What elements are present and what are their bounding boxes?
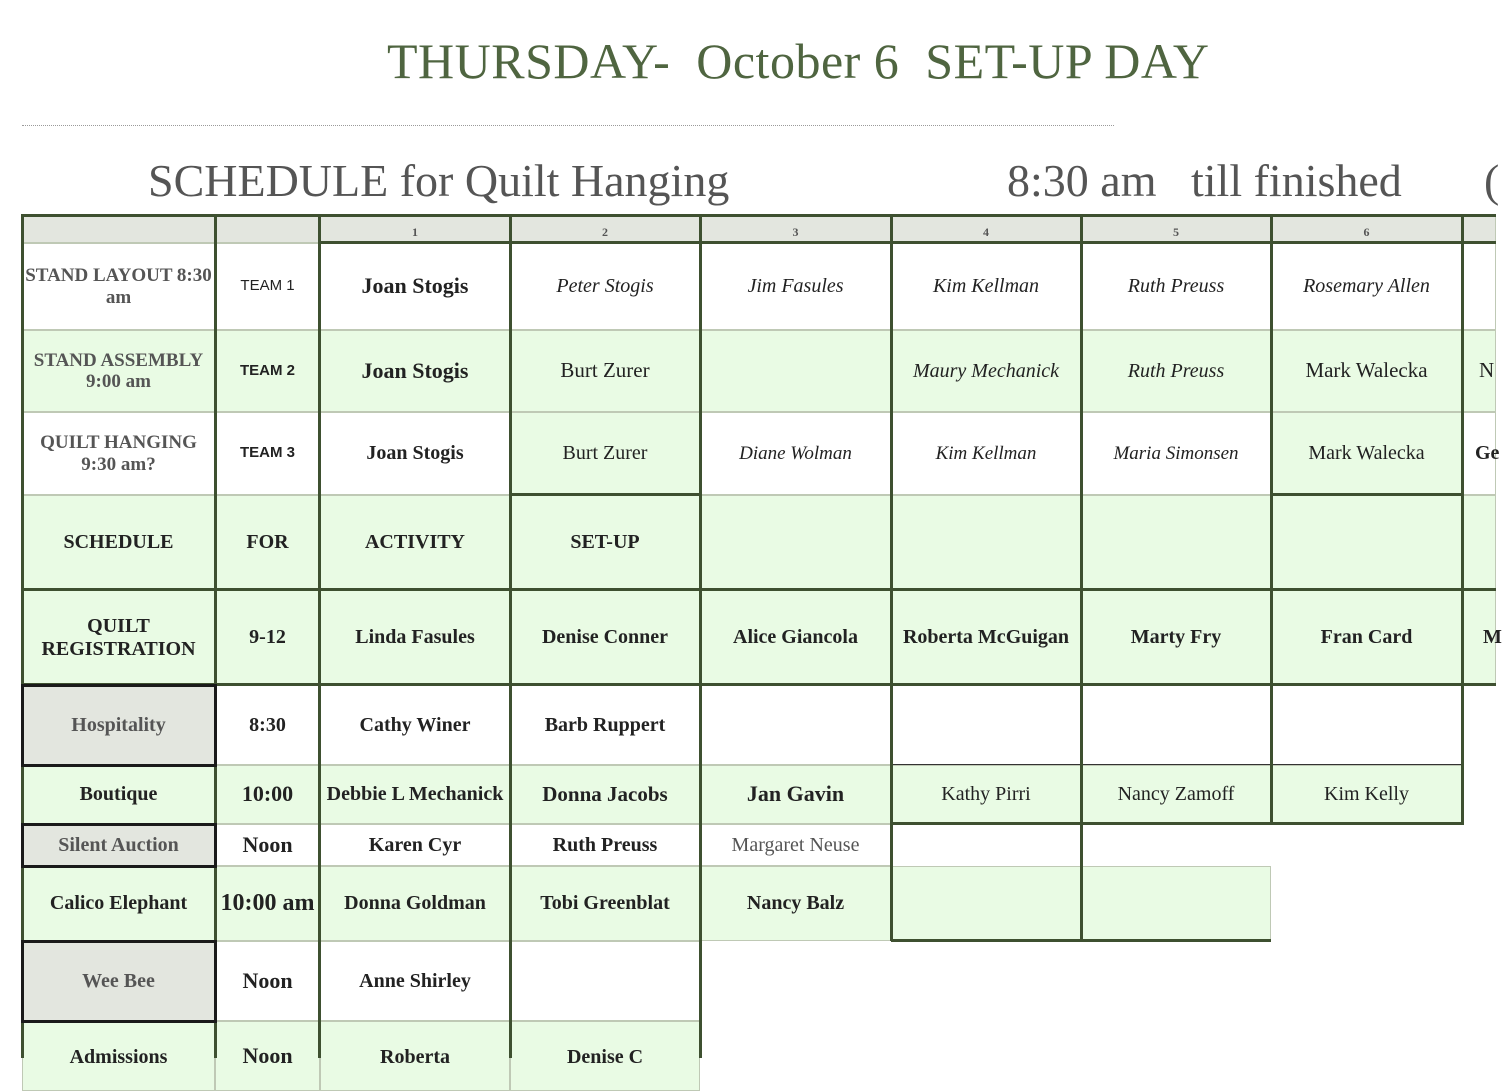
column-header: 3	[700, 216, 891, 243]
empty-cell	[891, 685, 1081, 765]
volunteer-cell: Diane Wolman	[700, 412, 891, 495]
time-cell: 10:00 am	[215, 866, 320, 941]
schedule-time-range: 8:30 am till finished	[1007, 155, 1402, 206]
row-label: Silent Auction	[22, 824, 215, 866]
grid-line	[318, 214, 321, 1058]
time-cell: 9-12	[215, 590, 320, 685]
schedule-subtitle: SCHEDULE for Quilt Hanging	[148, 155, 730, 206]
empty-cell	[891, 866, 1081, 941]
empty-cell	[1271, 685, 1462, 765]
grid-line	[21, 683, 1496, 686]
row-label: STAND ASSEMBLY 9:00 am	[22, 330, 215, 412]
column-header: 4	[891, 216, 1081, 243]
grid-line	[21, 588, 1496, 591]
volunteer-cell: Mark Walecka	[1271, 412, 1462, 495]
column-header: 5	[1081, 216, 1271, 243]
volunteer-cell: Ruth Preuss	[510, 824, 700, 866]
empty-cell	[1271, 495, 1462, 590]
grid-line	[890, 214, 893, 941]
volunteer-cell: Jan Gavin	[700, 765, 891, 824]
volunteer-cell: Joan Stogis	[320, 243, 510, 330]
row-label: Calico Elephant	[22, 866, 215, 941]
grid-line	[214, 214, 217, 1058]
empty-cell	[700, 685, 891, 765]
volunteer-cell: Rosemary Allen	[1271, 243, 1462, 330]
empty-cell	[1081, 495, 1271, 590]
volunteer-cell: Roberta	[320, 1021, 510, 1091]
volunteer-cell: Linda Fasules	[320, 590, 510, 685]
grid-line	[1080, 214, 1083, 941]
column-header: 2	[510, 216, 700, 243]
volunteer-cell: Cathy Winer	[320, 685, 510, 765]
volunteer-cell: Debbie L Mechanick	[320, 765, 510, 824]
grid-line	[1271, 493, 1462, 496]
header-corner	[22, 216, 215, 243]
time-cell: Noon	[215, 941, 320, 1021]
volunteer-cell	[700, 330, 891, 412]
volunteer-cell: Alice Giancola	[700, 590, 891, 685]
grid-line	[1461, 214, 1464, 825]
volunteer-cell: Donna Jacobs	[510, 765, 700, 824]
volunteer-cell: Tobi Greenblat	[510, 866, 700, 941]
grid-line	[699, 214, 702, 1058]
section-heading-cell: SET-UP	[510, 495, 700, 590]
team-label: TEAM 2	[215, 330, 320, 412]
volunteer-cell: Nancy Zamoff	[1081, 765, 1271, 824]
grid-line	[509, 214, 512, 1058]
volunteer-cell: Mark Walecka	[1271, 330, 1462, 412]
volunteer-cell: Maria Simonsen	[1081, 412, 1271, 495]
row-label: SCHEDULE	[22, 495, 215, 590]
grid-line	[1270, 214, 1273, 825]
volunteer-cell: Kim Kelly	[1271, 765, 1462, 824]
row-label: STAND LAYOUT 8:30 am	[22, 243, 215, 330]
row-label: QUILT HANGING 9:30 am?	[22, 412, 215, 495]
volunteer-cell: Ruth Preuss	[1081, 330, 1271, 412]
empty-cell	[510, 941, 700, 1021]
volunteer-cell: Joan Stogis	[320, 330, 510, 412]
row-label: Hospitality	[22, 685, 215, 765]
grid-line	[510, 493, 700, 496]
volunteer-cell: Maury Mechanick	[891, 330, 1081, 412]
volunteer-cell: Denise Conner	[510, 590, 700, 685]
volunteer-cell: Burt Zurer	[510, 330, 700, 412]
volunteer-cell: Fran Card	[1271, 590, 1462, 685]
schedule-subtitle-paren: (	[1484, 155, 1500, 206]
volunteer-cell: Ruth Preuss	[1081, 243, 1271, 330]
empty-cell	[700, 495, 891, 590]
time-cell: 8:30	[215, 685, 320, 765]
volunteer-cell-overflow: M	[1462, 590, 1496, 685]
volunteer-cell-overflow: Ge	[1462, 412, 1496, 495]
team-label: TEAM 1	[215, 243, 320, 330]
volunteer-cell: Joan Stogis	[320, 412, 510, 495]
row-label: Boutique	[22, 765, 215, 824]
row-label: QUILT REGISTRATION	[22, 590, 215, 685]
volunteer-cell-overflow	[1462, 243, 1496, 330]
volunteer-cell: Roberta McGuigan	[891, 590, 1081, 685]
column-header: 6	[1271, 216, 1462, 243]
page-title: THURSDAY- October 6 SET-UP DAY	[387, 33, 1210, 89]
volunteer-cell: Margaret Neuse	[700, 824, 891, 866]
column-header: 1	[320, 216, 510, 243]
grid-line	[21, 214, 24, 1058]
empty-cell	[891, 495, 1081, 590]
volunteer-cell: Anne Shirley	[320, 941, 510, 1021]
section-heading-cell: ACTIVITY	[320, 495, 510, 590]
time-cell: Noon	[215, 824, 320, 866]
volunteer-cell: Barb Ruppert	[510, 685, 700, 765]
volunteer-cell: Nancy Balz	[700, 866, 891, 941]
volunteer-cell: Peter Stogis	[510, 243, 700, 330]
row-label: Admissions	[22, 1021, 215, 1091]
volunteer-cell: Jim Fasules	[700, 243, 891, 330]
header-time	[215, 216, 320, 243]
grid-line	[320, 241, 1496, 244]
empty-cell	[1462, 495, 1496, 590]
dotted-divider	[22, 125, 1114, 126]
time-cell: 10:00	[215, 765, 320, 824]
volunteer-cell: Kim Kellman	[891, 243, 1081, 330]
volunteer-cell: Kathy Pirri	[891, 765, 1081, 824]
volunteer-cell: Marty Fry	[1081, 590, 1271, 685]
team-label: TEAM 3	[215, 412, 320, 495]
volunteer-cell: Donna Goldman	[320, 866, 510, 941]
time-cell: Noon	[215, 1021, 320, 1091]
time-cell: FOR	[215, 495, 320, 590]
volunteer-cell: Denise C	[510, 1021, 700, 1091]
grid-line	[891, 822, 1463, 825]
row-label: Wee Bee	[22, 941, 215, 1021]
empty-cell	[1081, 685, 1271, 765]
volunteer-cell-overflow: N	[1462, 330, 1496, 412]
volunteer-cell: Burt Zurer	[510, 412, 700, 495]
empty-cell	[1081, 866, 1271, 941]
volunteer-cell: Karen Cyr	[320, 824, 510, 866]
grid-line	[21, 214, 1496, 217]
volunteer-cell: Kim Kellman	[891, 412, 1081, 495]
column-header-overflow	[1462, 216, 1496, 243]
